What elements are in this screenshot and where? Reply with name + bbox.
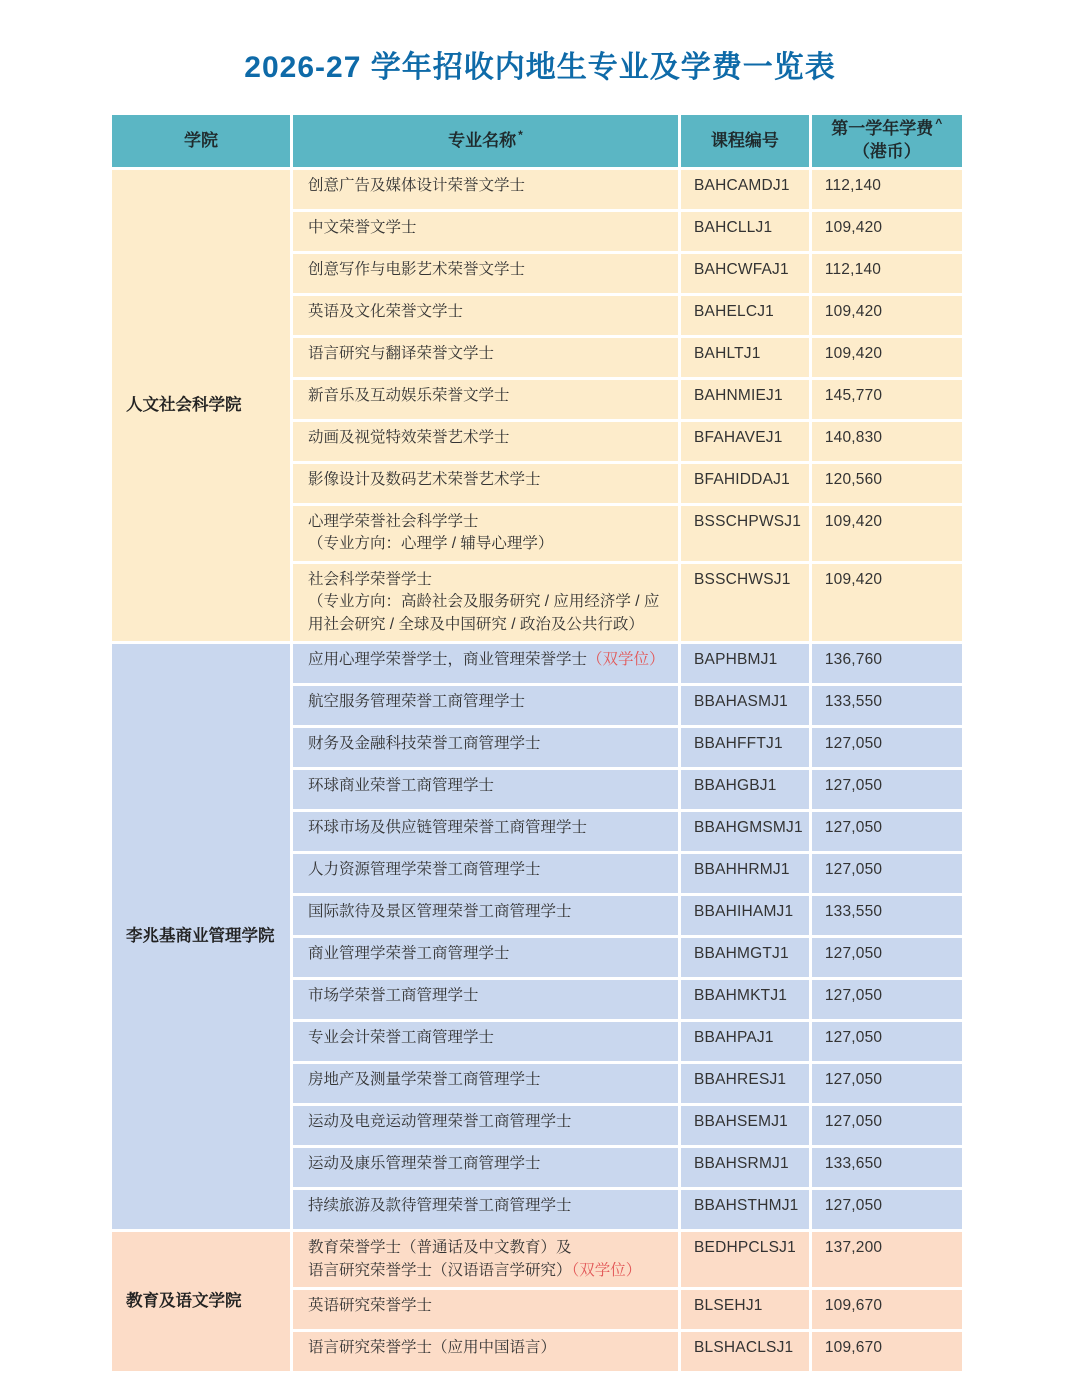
program-cell bbox=[293, 1022, 678, 1061]
program-cell bbox=[293, 212, 678, 251]
fee-cell: 127,050 bbox=[812, 1190, 962, 1229]
program-line bbox=[308, 533, 668, 555]
course-code-cell: BAHCAMDJ1 bbox=[681, 170, 809, 209]
program-name-text: 运动及电竞运动管理荣誉工商管理学士 bbox=[308, 1113, 572, 1131]
course-code-cell: BBAHMKTJ1 bbox=[681, 980, 809, 1019]
college-cell: 李兆基商业管理学院 bbox=[112, 644, 290, 1229]
fee-cell: 137,200 bbox=[812, 1232, 962, 1287]
program-name-text: （专业方向：心理学 / 辅导心理学） bbox=[308, 535, 554, 553]
fee-cell: 109,420 bbox=[812, 506, 962, 561]
program-line bbox=[308, 901, 668, 923]
program-cell bbox=[293, 728, 678, 767]
program-cell bbox=[293, 1232, 678, 1287]
program-name-text: 英语及文化荣誉文学士 bbox=[308, 303, 464, 320]
program-cell bbox=[293, 980, 678, 1019]
program-cell bbox=[293, 644, 678, 683]
program-name-text: 中文荣誉文学士 bbox=[308, 219, 417, 236]
course-code-cell: BBAHIHAMJ1 bbox=[681, 896, 809, 935]
fee-cell: 109,670 bbox=[812, 1290, 962, 1329]
program-line bbox=[308, 1195, 668, 1217]
fee-cell: 140,830 bbox=[812, 422, 962, 461]
program-line bbox=[308, 733, 668, 755]
program-line bbox=[308, 691, 668, 713]
program-line bbox=[308, 1153, 668, 1175]
header-program bbox=[293, 115, 678, 167]
program-line bbox=[308, 343, 668, 365]
program-cell bbox=[293, 1106, 678, 1145]
course-code-cell: BBAHGBJ1 bbox=[681, 770, 809, 809]
fee-cell: 127,050 bbox=[812, 1106, 962, 1145]
program-line bbox=[308, 1337, 668, 1359]
course-code-cell: BAHLTJ1 bbox=[681, 338, 809, 377]
fee-cell: 127,050 bbox=[812, 770, 962, 809]
program-line bbox=[308, 1260, 668, 1282]
program-cell bbox=[293, 1064, 678, 1103]
program-line bbox=[308, 591, 668, 636]
course-code-cell: BAPHBMJ1 bbox=[681, 644, 809, 683]
course-code-cell: BBAHMGTJ1 bbox=[681, 938, 809, 977]
program-line bbox=[308, 1237, 668, 1259]
table-row bbox=[112, 1232, 962, 1287]
program-name-text: 市场学荣誉工商管理学士 bbox=[308, 987, 479, 1005]
program-cell bbox=[293, 1332, 678, 1371]
program-line bbox=[308, 817, 668, 839]
table-row bbox=[112, 170, 962, 209]
program-name-text: 创意写作与电影艺术荣誉文学士 bbox=[308, 261, 526, 278]
course-code-cell: BAHELCJ1 bbox=[681, 296, 809, 335]
program-line bbox=[308, 1295, 668, 1317]
course-code-cell: BEDHPCLSJ1 bbox=[681, 1232, 809, 1287]
program-line bbox=[308, 259, 668, 281]
college-cell: 教育及语文学院 bbox=[112, 1232, 290, 1371]
program-cell bbox=[293, 770, 678, 809]
fee-cell: 127,050 bbox=[812, 938, 962, 977]
fee-cell: 109,420 bbox=[812, 212, 962, 251]
fee-cell: 127,050 bbox=[812, 1064, 962, 1103]
program-cell bbox=[293, 812, 678, 851]
table-header bbox=[112, 115, 962, 167]
fee-cell: 136,760 bbox=[812, 644, 962, 683]
header-fee-label: 第一学年学费 bbox=[831, 119, 934, 139]
program-name-text: 动画及视觉特效荣誉艺术学士 bbox=[308, 429, 510, 446]
course-code-cell: BBAHSRMJ1 bbox=[681, 1148, 809, 1187]
course-code-cell: BAHCLLJ1 bbox=[681, 212, 809, 251]
dual-degree-label: （双学位） bbox=[571, 1261, 642, 1279]
program-line bbox=[308, 985, 668, 1007]
fee-cell: 127,050 bbox=[812, 1022, 962, 1061]
program-name-text: 国际款待及景区管理荣誉工商管理学士 bbox=[308, 903, 572, 921]
program-cell bbox=[293, 564, 678, 641]
program-cell bbox=[293, 686, 678, 725]
course-code-cell: BSSCHWSJ1 bbox=[681, 564, 809, 641]
program-name-text: 社会科学荣誉学士 bbox=[308, 570, 433, 588]
program-line bbox=[308, 775, 668, 797]
program-cell bbox=[293, 380, 678, 419]
program-cell bbox=[293, 1190, 678, 1229]
program-name-text: 语言研究荣誉学士（应用中国语言） bbox=[308, 1339, 557, 1357]
header-college bbox=[112, 115, 290, 167]
fee-cell: 112,140 bbox=[812, 170, 962, 209]
program-cell bbox=[293, 938, 678, 977]
fee-cell: 127,050 bbox=[812, 728, 962, 767]
header-college-label: 学院 bbox=[184, 130, 218, 150]
program-name-text: 人力资源管理学荣誉工商管理学士 bbox=[308, 861, 541, 879]
program-cell bbox=[293, 422, 678, 461]
program-cell bbox=[293, 170, 678, 209]
header-fee-line1 bbox=[816, 118, 958, 141]
fee-cell: 109,670 bbox=[812, 1332, 962, 1371]
fee-cell: 109,420 bbox=[812, 564, 962, 641]
fee-cell: 109,420 bbox=[812, 338, 962, 377]
program-cell bbox=[293, 296, 678, 335]
program-cell bbox=[293, 1290, 678, 1329]
fee-cell: 127,050 bbox=[812, 854, 962, 893]
course-code-cell: BFAHAVEJ1 bbox=[681, 422, 809, 461]
program-line bbox=[308, 1111, 668, 1133]
program-cell bbox=[293, 254, 678, 293]
program-line bbox=[308, 1069, 668, 1091]
course-code-cell: BBAHRESJ1 bbox=[681, 1064, 809, 1103]
header-fee-line2: （港币） bbox=[852, 142, 921, 161]
program-name-text: 财务及金融科技荣誉工商管理学士 bbox=[308, 735, 541, 753]
program-line bbox=[308, 427, 668, 449]
tuition-fee-table bbox=[109, 112, 965, 1374]
fee-cell: 133,550 bbox=[812, 686, 962, 725]
course-code-cell: BBAHPAJ1 bbox=[681, 1022, 809, 1061]
program-name-text: 航空服务管理荣誉工商管理学士 bbox=[308, 693, 526, 711]
program-name-text: 心理学荣誉社会科学学士 bbox=[308, 513, 479, 530]
program-name-text: 商业管理学荣誉工商管理学士 bbox=[308, 945, 510, 963]
course-code-cell: BBAHGMSMJ1 bbox=[681, 812, 809, 851]
dual-degree-label: （双学位） bbox=[587, 651, 665, 669]
header-program-label: 专业名称 bbox=[448, 130, 517, 150]
program-name-text: 应用心理学荣誉学士，商业管理荣誉学士 bbox=[308, 651, 588, 669]
program-cell bbox=[293, 1148, 678, 1187]
program-line bbox=[308, 385, 668, 407]
program-name-text: （专业方向：高龄社会及服务研究 / 应用经济学 / 应用社会研究 / 全球及中国研究 / 政治及公共行政） bbox=[308, 593, 660, 633]
program-line bbox=[308, 511, 668, 533]
program-line bbox=[308, 859, 668, 881]
program-name-text: 环球市场及供应链管理荣誉工商管理学士 bbox=[308, 819, 588, 837]
program-name-text: 环球商业荣誉工商管理学士 bbox=[308, 777, 495, 795]
course-code-cell: BLSHACLSJ1 bbox=[681, 1332, 809, 1371]
program-line bbox=[308, 175, 668, 197]
fee-cell: 120,560 bbox=[812, 464, 962, 503]
program-name-text: 语言研究与翻译荣誉文学士 bbox=[308, 345, 495, 362]
program-name-text: 新音乐及互动娱乐荣誉文学士 bbox=[308, 387, 510, 404]
course-code-cell: BAHNMIEJ1 bbox=[681, 380, 809, 419]
course-code-cell: BBAHASMJ1 bbox=[681, 686, 809, 725]
fee-cell: 145,770 bbox=[812, 380, 962, 419]
program-name-text: 影像设计及数码艺术荣誉艺术学士 bbox=[308, 471, 541, 488]
fee-cell: 112,140 bbox=[812, 254, 962, 293]
program-name-text: 专业会计荣誉工商管理学士 bbox=[308, 1029, 495, 1047]
course-code-cell: BBAHSEMJ1 bbox=[681, 1106, 809, 1145]
program-line bbox=[308, 301, 668, 323]
course-code-cell: BBAHFFTJ1 bbox=[681, 728, 809, 767]
program-line bbox=[308, 649, 668, 671]
course-code-cell: BLSEHJ1 bbox=[681, 1290, 809, 1329]
program-cell bbox=[293, 854, 678, 893]
fee-cell: 127,050 bbox=[812, 980, 962, 1019]
program-name-text: 创意广告及媒体设计荣誉文学士 bbox=[308, 177, 526, 194]
fee-cell: 133,650 bbox=[812, 1148, 962, 1187]
header-fee-footnote-mark: ^ bbox=[935, 116, 943, 131]
page-title: 2026-27 学年招收内地生专业及学费一览表 bbox=[244, 51, 836, 84]
fee-cell: 127,050 bbox=[812, 812, 962, 851]
program-line bbox=[308, 943, 668, 965]
fee-cell: 133,550 bbox=[812, 896, 962, 935]
course-code-cell: BSSCHPWSJ1 bbox=[681, 506, 809, 561]
program-name-text: 运动及康乐管理荣誉工商管理学士 bbox=[308, 1155, 541, 1173]
program-cell bbox=[293, 896, 678, 935]
program-line bbox=[308, 1027, 668, 1049]
program-line bbox=[308, 569, 668, 591]
table-body bbox=[112, 170, 962, 1371]
header-course-code bbox=[681, 115, 809, 167]
course-code-cell: BAHCWFAJ1 bbox=[681, 254, 809, 293]
fee-cell: 109,420 bbox=[812, 296, 962, 335]
program-cell bbox=[293, 464, 678, 503]
college-cell: 人文社会科学院 bbox=[112, 170, 290, 641]
program-name-text: 语言研究荣誉学士（汉语语言学研究） bbox=[308, 1261, 572, 1279]
header-course-code-label: 课程编号 bbox=[710, 130, 779, 150]
course-code-cell: BFAHIDDAJ1 bbox=[681, 464, 809, 503]
program-name-text: 持续旅游及款待管理荣誉工商管理学士 bbox=[308, 1197, 572, 1215]
table-row bbox=[112, 644, 962, 683]
program-line bbox=[308, 217, 668, 239]
header-program-footnote-mark: * bbox=[518, 127, 523, 142]
program-cell bbox=[293, 338, 678, 377]
program-cell bbox=[293, 506, 678, 561]
program-name-text: 房地产及测量学荣誉工商管理学士 bbox=[308, 1071, 541, 1089]
program-name-text: 教育荣誉学士（普通话及中文教育）及 bbox=[308, 1239, 572, 1257]
header-fee bbox=[812, 115, 962, 167]
program-line bbox=[308, 469, 668, 491]
course-code-cell: BBAHHRMJ1 bbox=[681, 854, 809, 893]
header-row bbox=[112, 115, 962, 167]
program-name-text: 英语研究荣誉学士 bbox=[308, 1297, 433, 1315]
course-code-cell: BBAHSTHMJ1 bbox=[681, 1190, 809, 1229]
